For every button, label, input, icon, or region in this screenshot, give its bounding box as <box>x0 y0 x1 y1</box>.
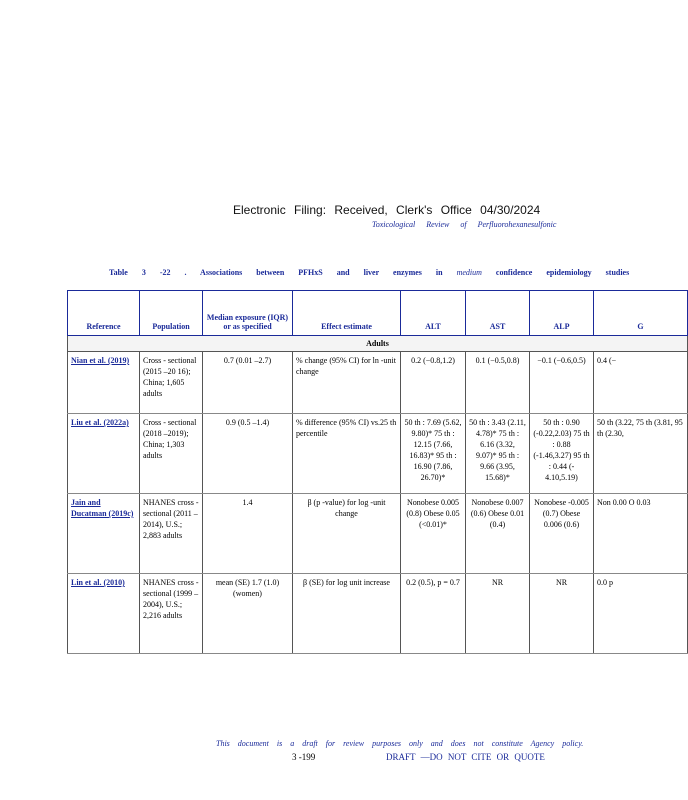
ast-cell: Nonobese 0.007 (0.6) Obese 0.01 (0.4) <box>466 494 530 574</box>
population-cell: Cross - sectional (2015 –20 16); China; 1,605 adults <box>140 352 203 414</box>
reference-link[interactable]: Jain and Ducatman (2019c) <box>68 494 140 574</box>
alt-cell: 0.2 (0.5), p = 0.7 <box>401 574 466 654</box>
effect-cell: β (SE) for log unit increase <box>293 574 401 654</box>
draft-notice: DRAFT —DO NOT CITE OR QUOTE <box>386 752 545 762</box>
col-alt: ALT <box>401 291 466 336</box>
alp-cell: 50 th : 0.90 (-0.22,2.03) 75 th : 0.88 (-1.46,3.27) 95 th : 0.44 (- 4.10,5.19) <box>530 414 594 494</box>
caption-tail: confidence epidemiology studies <box>495 268 630 277</box>
caption-italic: medium <box>456 268 482 277</box>
effect-cell: % difference (95% CI) vs.25 th percentile <box>293 414 401 494</box>
table-row <box>68 574 688 654</box>
effect-cell: % change (95% CI) for ln -unit change <box>293 352 401 414</box>
alt-cell: Nonobese 0.005 (0.8) Obese 0.05 (<0.01)* <box>401 494 466 574</box>
reference-link[interactable]: Lin et al. (2010) <box>68 574 140 654</box>
population-cell: NHANES cross - sectional (1999 –2004), U.S.; 2,216 adults <box>140 574 203 654</box>
ast-cell: 0.1 (−0.5,0.8) <box>466 352 530 414</box>
alp-cell: −0.1 (−0.6,0.5) <box>530 352 594 414</box>
running-title: Toxicological Review of Perfluorohexanesulfonic <box>372 220 557 229</box>
exposure-cell: 0.7 (0.01 –2.7) <box>203 352 293 414</box>
ast-cell: NR <box>466 574 530 654</box>
caption-number: Table 3 -22 . Associations between PFHxS and liver enzymes in <box>109 268 443 277</box>
alp-cell: Nonobese -0.005 (0.7) Obese 0.006 (0.6) <box>530 494 594 574</box>
group-label: Adults <box>68 336 688 352</box>
table-row <box>68 414 688 494</box>
col-population: Population <box>140 291 203 336</box>
exposure-cell: mean (SE) 1.7 (1.0)(women) <box>203 574 293 654</box>
population-cell: NHANES cross - sectional (2011 –2014), U.S.; 2,883 adults <box>140 494 203 574</box>
alt-cell: 0.2 (−0.8,1.2) <box>401 352 466 414</box>
effect-cell: β (p -value) for log -unit change <box>293 494 401 574</box>
ast-cell: 50 th : 3.43 (2.11, 4.78)* 75 th : 6.16 (3.32, 9.07)* 95 th : 9.66 (3.95, 15.68)* <box>466 414 530 494</box>
g-cell: 0.4 (− <box>594 352 688 414</box>
liver-enzyme-table <box>67 290 688 654</box>
table-header-row <box>68 291 688 336</box>
col-reference: Reference <box>68 291 140 336</box>
draft-disclaimer: This document is a draft for review purposes only and does not constitute Agency policy. <box>216 739 584 748</box>
population-cell: Cross - sectional (2018 –2019); China; 1,303 adults <box>140 414 203 494</box>
col-g: G <box>594 291 688 336</box>
g-cell: 0.0 p <box>594 574 688 654</box>
table-row <box>68 494 688 574</box>
page-number: 3 -199 <box>292 752 316 762</box>
g-cell: Non 0.00 O 0.03 <box>594 494 688 574</box>
reference-link[interactable]: Nian et al. (2019) <box>68 352 140 414</box>
table-caption <box>109 268 629 277</box>
alt-cell: 50 th : 7.69 (5.62, 9.80)* 75 th : 12.15 (7.66, 16.83)* 95 th : 16.90 (7.86, 26.70)* <box>401 414 466 494</box>
group-row <box>68 336 688 352</box>
col-exposure: Median exposure (IQR) or as specified <box>203 291 293 336</box>
alp-cell: NR <box>530 574 594 654</box>
reference-link[interactable]: Liu et al. (2022a) <box>68 414 140 494</box>
exposure-cell: 0.9 (0.5 –1.4) <box>203 414 293 494</box>
table-row <box>68 352 688 414</box>
col-effect: Effect estimate <box>293 291 401 336</box>
filing-stamp: Electronic Filing: Received, Clerk's Office 04/30/2024 <box>233 203 541 217</box>
table-container <box>67 290 683 652</box>
g-cell: 50 th (3.22, 75 th (3.81, 95 th (2.30, <box>594 414 688 494</box>
col-ast: AST <box>466 291 530 336</box>
exposure-cell: 1.4 <box>203 494 293 574</box>
col-alp: ALP <box>530 291 594 336</box>
